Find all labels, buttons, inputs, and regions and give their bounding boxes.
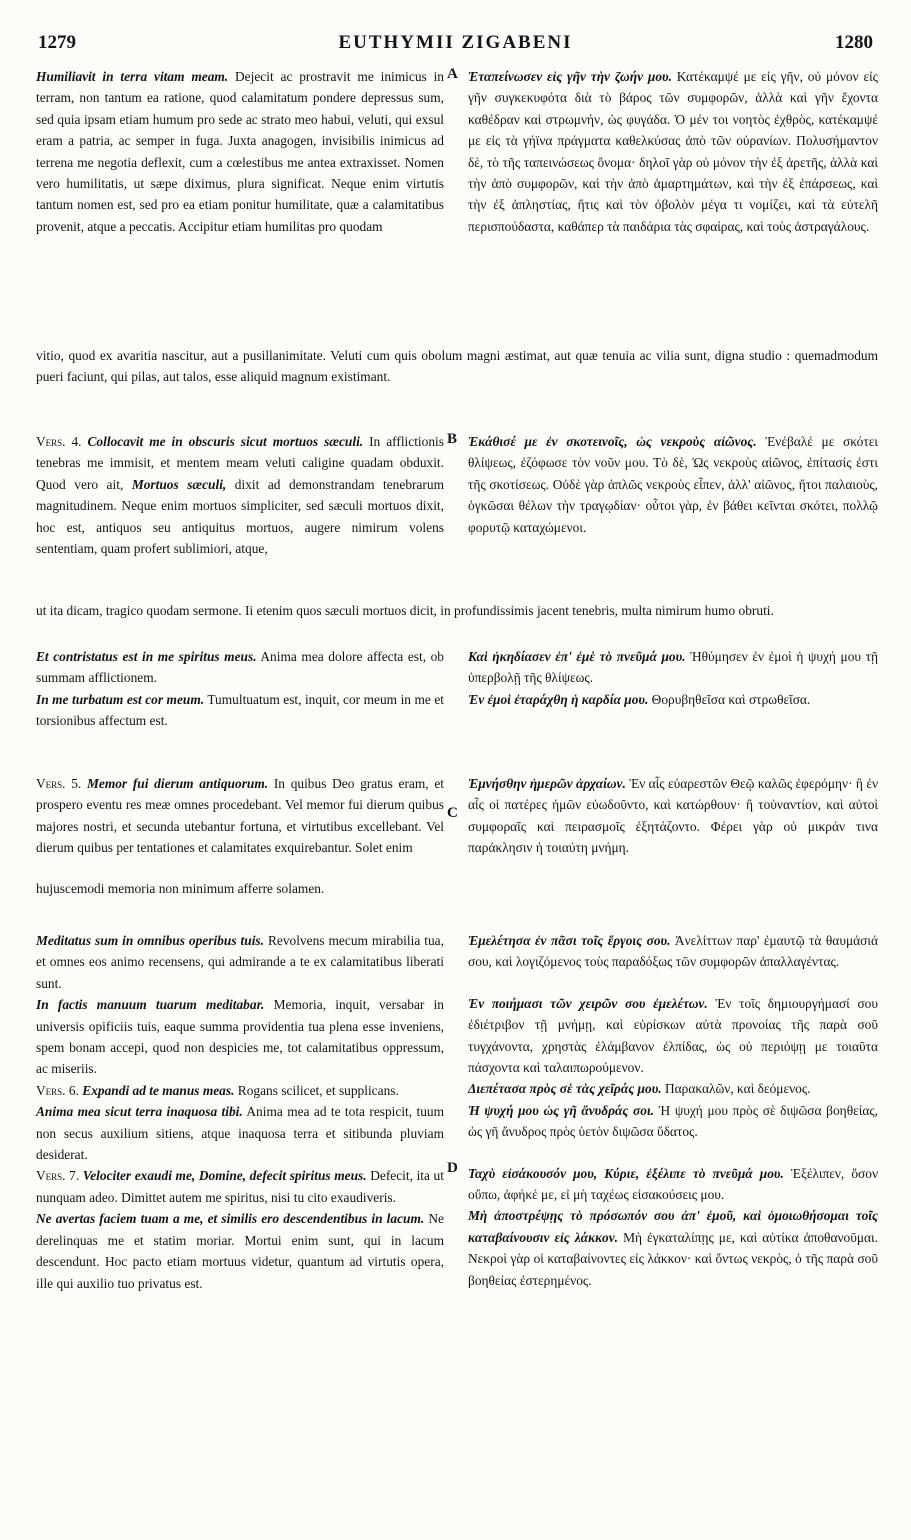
lemma: Velociter exaudi me, Domine, defecit spiritus meus. (82, 1168, 367, 1184)
lemma: Ἐν ἐμοὶ ἐταράχθη ἡ καρδία μου. (468, 691, 649, 707)
lemma: In factis manuum tuarum meditabar. (36, 997, 265, 1013)
lemma: Ἐκάθισέ με ἐν σκοτεινοῖς, ὡς νεκροὺς αἰῶνος. (468, 434, 757, 449)
latin-para-4: Meditatus sum in omnibus operibus tuis. Revolvens mecum mirabilia tua, et omnes eos animo recensens, qui admirande a te ex calamitatibus liberati sunt. In factis manuum tuarum meditabar. Memoria, inquit, versabar in universis opificiis tuis, eaque summa providentia tua plena esse inveniens, spem bonam accepi, quod non despicies me, tot calamitatibus oppressum, ac miseriis. Vers. 6. Expandi ad te manus meas. Rogans scilicet, et supplicans. Anima mea sicut terra inaquosa tibi. Anima mea ad te tota respicit, tuum non secus auxilium sitiens, atque inaquosa terra et sitibunda pluviam desiderat. Vers. 7. Velociter exaudi me, Domine, defecit spiritus meus. Defecit, ita ut nunquam adeo. Dimittet autem me spiritus, nisi tu cito exaudiveris. Ne avertas faciem tuam a me, et similis ero descendentibus in lacum. Ne derelinquas me et statim moriar. Mortui enim sunt, qui in lacum descendunt. Hoc pacto etiam mortuus videtur, quantum ad virtutis opera, ille qui auxilio tuo privatus est. (36, 933, 445, 1291)
latin-para-vers5: Vers. 5. Memor fui dierum antiquorum. In quibus Deo gratus eram, et prospero eventu res meæ omnes procedebant. Vel memor fui dierum quibus majores nostri, et secunda utebantur fortuna, et virtutibus excellebant. Vel dierum quibus per tentationes et calamitates exquirebantur. Solet enim (36, 776, 444, 856)
latin-fullwidth-1 (36, 345, 878, 388)
latin-fullwidth-2 (36, 600, 878, 621)
left-page-number: 1279 (38, 32, 76, 53)
latin-para-vers4: Vers. 4. Collocavit me in obscuris sicut mortuos sæculi. In afflictionis tenebras me immisit, et mentem meam veluti caligine quadam obduxit. Quod vero ait, Mortuos sæculi, dixit ad demonstrandam tenebrarum magnitudinem. Neque enim mortuos simpliciter, sed sæculi mortuos dixit, hoc est, antiquos seu antiquitus mortuos, augere nimirum volens sententiam, quam profert sublimiori, atque, (36, 434, 444, 557)
lemma: Collocavit me in obscuris sicut mortuos sæculi. (87, 434, 364, 449)
latin-para-3: Et contristatus est in me spiritus meus. Anima mea dolore affecta est, ob summam afflictionem. In me turbatum est cor meum. Tumultuatum est, inquit, cor meum in me et torsionibus affectum est. (36, 649, 445, 729)
lemma: Memor fui dierum antiquorum. (86, 776, 269, 791)
lemma: Expandi ad te manus meas. (82, 1082, 235, 1098)
greek-para-2 (468, 431, 878, 538)
running-title: EUTHYMII ZIGABENI (338, 32, 573, 53)
latin-fullwidth-3 (36, 878, 878, 899)
commentary: vitio, quod ex avaritia nascitur, aut a pusillanimitate. Veluti cum quis obolum magni æstimat, aut quæ tenuia ac vilia sunt, digna studio : quemadmodum pueri faciunt, qui pilas, aut talos, esse aliquid magnum existimant. (36, 348, 878, 385)
lemma: In me turbatum est cor meum. (36, 691, 205, 707)
lemma: Διεπέτασα πρὸς σὲ τὰς χεῖράς μου. (468, 1081, 662, 1097)
marker-b: B (447, 431, 458, 447)
lemma: Ἐν ποιήμασι τῶν χειρῶν σου ἐμελέτων. (468, 995, 708, 1011)
lemma: Et contristatus est in me spiritus meus. (36, 649, 257, 664)
verse-label: Vers. 5. (36, 776, 82, 791)
greek-para-1 (468, 66, 878, 237)
lemma: Meditatus sum in omnibus operibus tuis. (36, 933, 264, 948)
greek-para-6: Ἐμελέτησα ἐν πᾶσι τοῖς ἔργοις σου. Ἀνελίττων παρ' ἐμαυτῷ τὰ θαυμάσιά σου, καὶ λογιζόμενος τοὺς παραδόξως τῶν συμφορῶν ἀπαλλαγέντας. Ἐν ποιήμασι τῶν χειρῶν σου ἐμελέτων. Ἐν τοῖς δημιουργήμασί σου ἐδιέτριβον τῇ μνήμῃ, καὶ εὑρίσκων αὐτὰ προνοίας τῆς παρὰ σοῦ τυγχάνοντα, χρηστὰς ἐλάμβανον ἐλπίδας, ὡς οὐ περιόψῃ με τοιαῦτα πάσχοντα καὶ ταλαιπωρούμενον. Διεπέτασα πρὸς σὲ τὰς χεῖράς μου. Παρακαλῶν, καὶ δεόμενος. Ἡ ψυχή μου ὡς γῆ ἄνυδράς σοι. Ἡ ψυχή μου πρὸς σὲ διψῶσα βοηθείας, ὡς γῆ ἄνυδρος πρὸς ὑετὸν διψῶσα ὕδατος. Ταχὺ εἰσάκουσόν μου, Κύριε, ἐξέλιπε τὸ πνεῦμά μου. Ἐξέλιπεν, ὅσον οὔπω, ἀφήκέ με, εἰ μὴ ταχέως εἰσακούσεις μου. Μὴ ἀποστρέψῃς τὸ πρόσωπόν σου ἀπ' ἐμοῦ, καὶ ὁμοιωθήσομαι τοῖς καταβαίνουσιν εἰς λάκκον. Μὴ ἐγκαταλίπῃς με, καὶ αὐτίκα ἀποθανοῦμαι. Νεκροὶ γὰρ οἱ καταβαίνοντες εἰς λάκκον· καὶ ὄντως νεκρὸς, ὁ τῆς παρὰ σοῦ βοηθείας ἐστερημένος. (468, 933, 879, 1288)
commentary: Κατέκαμψέ με εἰς γῆν, οὐ μόνον εἰς γῆν συγκεκυφότα διὰ τὸ βάρος τῶν συμφορῶν, ἀλλὰ καὶ γῆν ἔχοντα καθέδραν καὶ στρωμνήν, ὡς φυγάδα. Ὁ μέν τοι νοητὸς ἐχθρὸς, κατέκαμψέ με εἰς τὰ γήϊνα πράγματα καθελκύσας ἀπὸ τῶν οὐρανίων. Πολυσήμαντον δὲ, τὸ τῆς ταπεινώσεως ὄνομα· δηλοῖ γὰρ οὐ μόνον τὴν ἐξ ἀρετῆς, ἀλλὰ καὶ τὴν ἀπὸ συμφορῶν, καὶ τὴν ἀπὸ ἁμαρτημάτων, καὶ τὴν ἐξ ἐπάρσεως, καὶ τὴν ἐξ ἀπληστίας, ἥτις καὶ τὸν ὀβολὸν μέγα τι νομίζει, καὶ τὰ εὐτελῆ περισπούδαστα, καθάπερ τὰ παιδάρια τὰς σφαίρας, καὶ τοὺς ἀστραγάλους. (468, 69, 878, 234)
verse-label: Vers. 4. (36, 434, 82, 449)
commentary: Ἐνέβαλέ με σκότει θλίψεως, ἐζόφωσε τὸν νοῦν μου. Τὸ δὲ, Ὡς νεκροὺς αἰῶνος, ἐπίτασίς ἐστι τῆς σκοτίσεως. Οὐδὲ γὰρ ἁπλῶς νεκροὺς εἶπεν, ἀλλ' αἰῶνος, ἤτοι παλαιοὺς, ὀγκῶσαι θέλων τὴν τραγῳδίαν· οὗτοι γὰρ, ἐν βάθει κεῖνται σκότει, πολλῷ φορυτῷ καταχώμενοι. (468, 434, 878, 535)
marker-a: A (447, 66, 458, 82)
lemma: Καὶ ἠκηδίασεν ἐπ' ἐμὲ τὸ πνεῦμά μου. (468, 649, 686, 664)
commentary: ut ita dicam, tragico quodam sermone. Ii etenim quos sæculi mortuos dicit, in profundissimis jacent tenebris, multa nimirum humo obruti. (36, 603, 774, 618)
lemma: Ταχὺ εἰσάκουσόν μου, Κύριε, ἐξέλιπε τὸ πνεῦμά μου. (468, 1165, 784, 1181)
page-header (38, 32, 873, 62)
commentary: hujuscemodi memoria non minimum afferre solamen. (36, 881, 325, 896)
marker-c: C (447, 805, 458, 821)
commentary: Dejecit ac prostravit me inimicus in terram, non tantum ea ratione, quod calamitatum pondere depressus sum, sed quia ipsam etiam humum pro sede ac strato meo habui, veluti, qui exsul eram a patria, ac semper in fuga. Juxta anagogen, invisibilis inimicus ad terrena me negotia deflexit, cum a cœlestibus me antea extraxisset. Nomen vero humilitatis, ut sæpe diximus, plura significat. Neque enim virtutis tantum nomen est, sed pro ea etiam ponitur humilitate, quæ a calamitatibus provenit, atque a peccatis. Accipitur etiam humilitas pro quodam (36, 69, 444, 234)
lemma: Humiliavit in terra vitam meam. (36, 69, 229, 84)
lemma: Mortuos sæculi, (131, 476, 227, 492)
lemma: Ἐμνήσθην ἡμερῶν ἀρχαίων. (468, 776, 626, 791)
lemma: Anima mea sicut terra inaquosa tibi. (36, 1104, 243, 1120)
lemma: Ἐμελέτησα ἐν πᾶσι τοῖς ἔργοις σου. (468, 933, 671, 948)
marker-d: D (447, 1160, 458, 1176)
verse-label: Vers. 7. (36, 1168, 80, 1184)
lemma: Ἡ ψυχή μου ὡς γῆ ἄνυδράς σοι. (468, 1102, 655, 1118)
lemma: Μὴ ἀποστρέψῃς τὸ πρόσωπόν σου ἀπ' ἐμοῦ, καὶ ὁμοιωθήσομαι τοῖς καταβαίνουσιν εἰς λάκκον. (468, 1208, 878, 1245)
latin-para-1 (36, 66, 444, 237)
verse-label: Vers. 6. (36, 1082, 79, 1098)
right-page-number: 1280 (835, 32, 873, 53)
greek-para-3: Καὶ ἠκηδίασεν ἐπ' ἐμὲ τὸ πνεῦμά μου. Ἠθύμησεν ἐν ἐμοὶ ἡ ψυχή μου τῇ ὑπερβολῇ τῆς θλίψεως. Ἐν ἐμοὶ ἐταράχθη ἡ καρδία μου. Θορυβηθεῖσα καὶ στρωθεῖσα. (468, 649, 879, 707)
lemma: Ἐταπείνωσεν εἰς γῆν τὴν ζωήν μου. (468, 69, 672, 84)
greek-para-5: Ἐμνήσθην ἡμερῶν ἀρχαίων. Ἐν αἷς εὐαρεστῶν Θεῷ καλῶς ἐφερόμην· ἢ ἐν αἷς οἱ πατέρες ἡμῶν εὐωδοῦντο, καὶ κατώρθουν· ἢ τοὐναντίον, καὶ αὐτοὶ συμφοραῖς καὶ πειρασμοῖς ἐξητάζοντο. Φέρει γὰρ οὐ μικράν τινα παράκλησιν ἡ τοιαύτη μνήμη. (468, 776, 878, 856)
lemma: Ne avertas faciem tuam a me, et similis ero descendentibus in lacum. (36, 1211, 425, 1227)
